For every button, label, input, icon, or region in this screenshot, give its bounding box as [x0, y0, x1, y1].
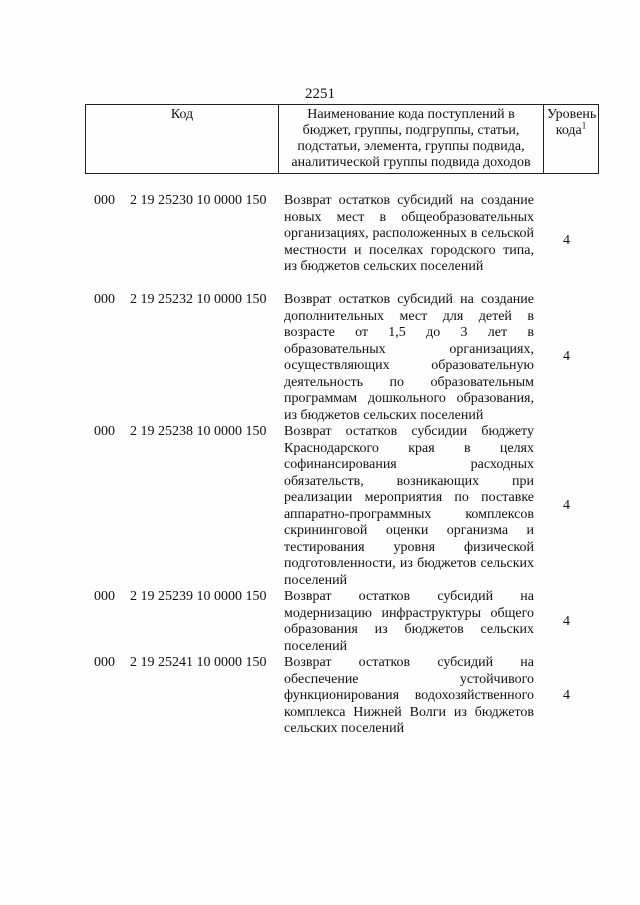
row-code: 2 19 25232 10 0000 150: [130, 292, 267, 307]
row-code: 2 19 25238 10 0000 150: [130, 424, 267, 439]
row-name: Возврат остатков субсидий на модернизацию инфраструктуры общего образования из бюджетов сельских поселений: [284, 589, 534, 654]
row-name: Возврат остатков субсидий на обеспечение устойчивого функционирования водохозяйственного комплекса Нижней Волги из бюджетов сельских поселений: [284, 655, 534, 736]
header-level-label: Уровень кода: [547, 107, 597, 138]
row-code: 2 19 25239 10 0000 150: [130, 589, 267, 604]
row-admin-code: 000: [94, 292, 115, 307]
header-code: [86, 105, 279, 174]
row-code: 2 19 25230 10 0000 150: [130, 193, 267, 208]
page-number: 2251: [305, 86, 335, 102]
row-level: 4: [563, 688, 570, 703]
row-level: 4: [563, 614, 570, 629]
header-name: [279, 105, 544, 174]
row-admin-code: 000: [94, 655, 115, 670]
row-level: 4: [563, 349, 570, 364]
header-name-label: Наименование кода поступлений в бюджет, группы, подгруппы, статьи, подстатьи, элемента, группы подвида, аналитической группы подвида доходов: [291, 107, 531, 170]
row-admin-code: 000: [94, 193, 115, 208]
row-name: Возврат остатков субсидий на создание дополнительных мест для детей в возрасте от 1,5 до 3 лет в образовательных организациях, осуществляющих образовательную деятельность по образовательным программам дошкольного образования, из бюджетов сельских поселений: [284, 292, 534, 423]
table-header: [85, 104, 599, 174]
row-level: 4: [563, 498, 570, 513]
header-code-label: Код: [170, 107, 194, 122]
header-level: [544, 105, 599, 174]
row-code: 2 19 25241 10 0000 150: [130, 655, 267, 670]
row-name: Возврат остатков субсидий на создание новых мест в общеобразовательных организациях, расположенных в сельской местности и поселках городского типа, из бюджетов сельских поселений: [284, 193, 534, 274]
row-name: Возврат остатков субсидии бюджету Краснодарского края в целях софинансирования расходных обязательств, возникающих при реализации мероприятия по поставке аппаратно-программных комплексов скрининговой оценки организма и тестирования уровня физической подготовленности, из бюджетов сельских поселений: [284, 424, 534, 588]
row-admin-code: 000: [94, 589, 115, 604]
header-level-footnote: 1: [581, 120, 587, 131]
row-level: 4: [563, 233, 570, 248]
row-admin-code: 000: [94, 424, 115, 439]
